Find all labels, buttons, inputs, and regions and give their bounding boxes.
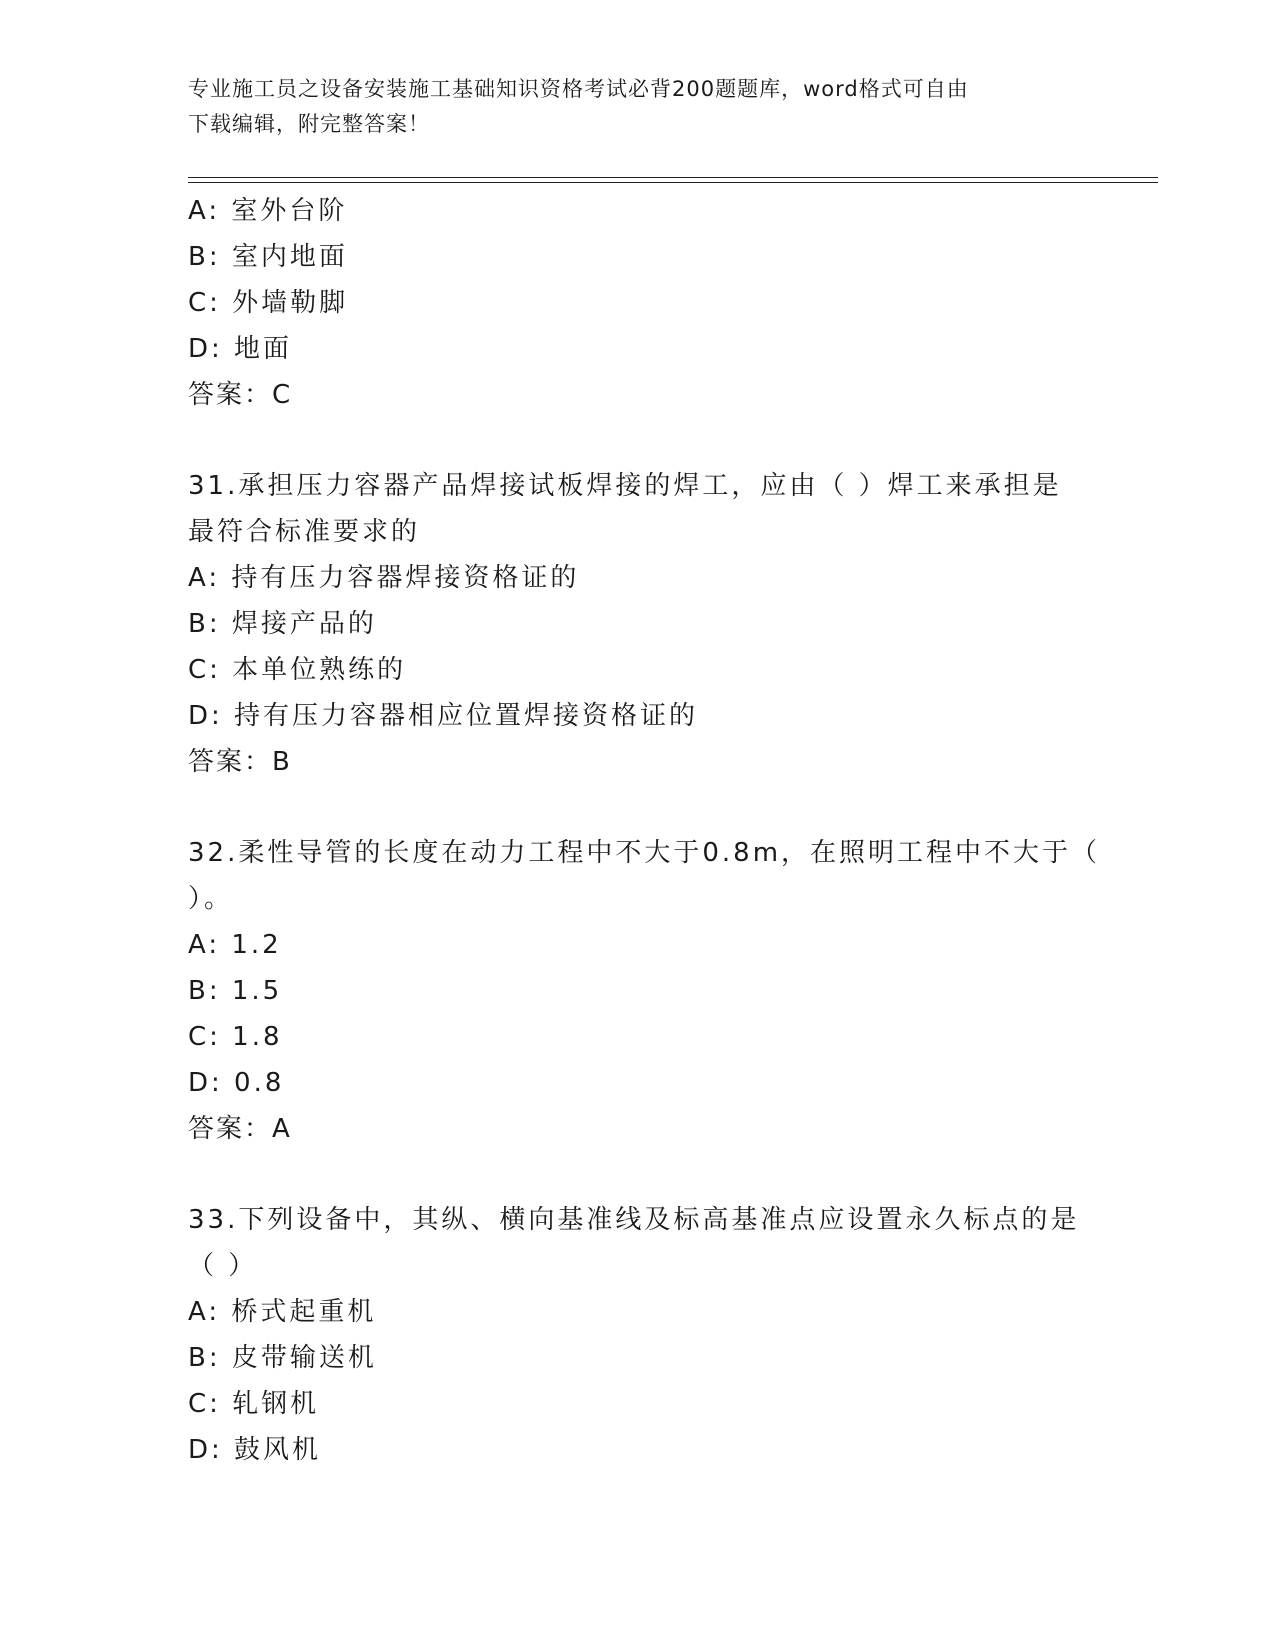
question-stem-line-2: ）。 [188, 884, 234, 914]
option-b: B: 1.5 [188, 976, 283, 1006]
question-31 [188, 463, 1088, 785]
question-stem-line-2: 最符合标准要求的 [188, 517, 421, 547]
option-a: A: 1.2 [188, 930, 282, 960]
option-c: C: 本单位熟练的 [188, 655, 407, 685]
question-stem-line-2: （ ） [188, 1251, 258, 1281]
option-c: C: 轧钢机 [188, 1389, 320, 1419]
header-title-line-1: 专业施工员之设备安装施工基础知识资格考试必背200题题库，word格式可自由 [188, 77, 969, 101]
question-stem-line-1: 33.下列设备中，其纵、横向基准线及标高基准点应设置永久标点的是 [188, 1205, 1080, 1235]
question-spacer [188, 418, 1088, 463]
option-d: D: 0.8 [188, 1068, 285, 1098]
option-b: B: 室内地面 [188, 242, 348, 272]
header-title-line-2: 下载编辑，附完整答案！ [188, 112, 430, 136]
question-30 [188, 188, 1088, 418]
question-33 [188, 1197, 1088, 1473]
option-b: B: 皮带输送机 [188, 1343, 377, 1373]
option-c: C: 外墙勒脚 [188, 288, 349, 318]
answer-line: 答案：B [188, 747, 292, 777]
question-list [188, 188, 1101, 1473]
option-d: D: 持有压力容器相应位置焊接资格证的 [188, 701, 699, 731]
header-divider-bottom [188, 182, 1158, 183]
option-a: A: 持有压力容器焊接资格证的 [188, 563, 580, 593]
option-d: D: 鼓风机 [188, 1435, 322, 1465]
answer-line: 答案：C [188, 380, 293, 410]
option-d: D: 地面 [188, 334, 293, 364]
option-a: A: 桥式起重机 [188, 1297, 377, 1327]
option-b: B: 焊接产品的 [188, 609, 377, 639]
question-spacer [188, 785, 1088, 830]
option-c: C: 1.8 [188, 1022, 283, 1052]
question-spacer [188, 1152, 1088, 1197]
question-stem-line-1: 32.柔性导管的长度在动力工程中不大于0.8m，在照明工程中不大于（ [188, 838, 1101, 868]
document-header [188, 72, 1068, 142]
question-stem-line-1: 31.承担压力容器产品焊接试板焊接的焊工，应由（ ）焊工来承担是 [188, 471, 1062, 501]
question-32 [188, 830, 1101, 1152]
header-divider-top [188, 177, 1158, 178]
option-a: A: 室外台阶 [188, 196, 348, 226]
answer-line: 答案：A [188, 1114, 292, 1144]
